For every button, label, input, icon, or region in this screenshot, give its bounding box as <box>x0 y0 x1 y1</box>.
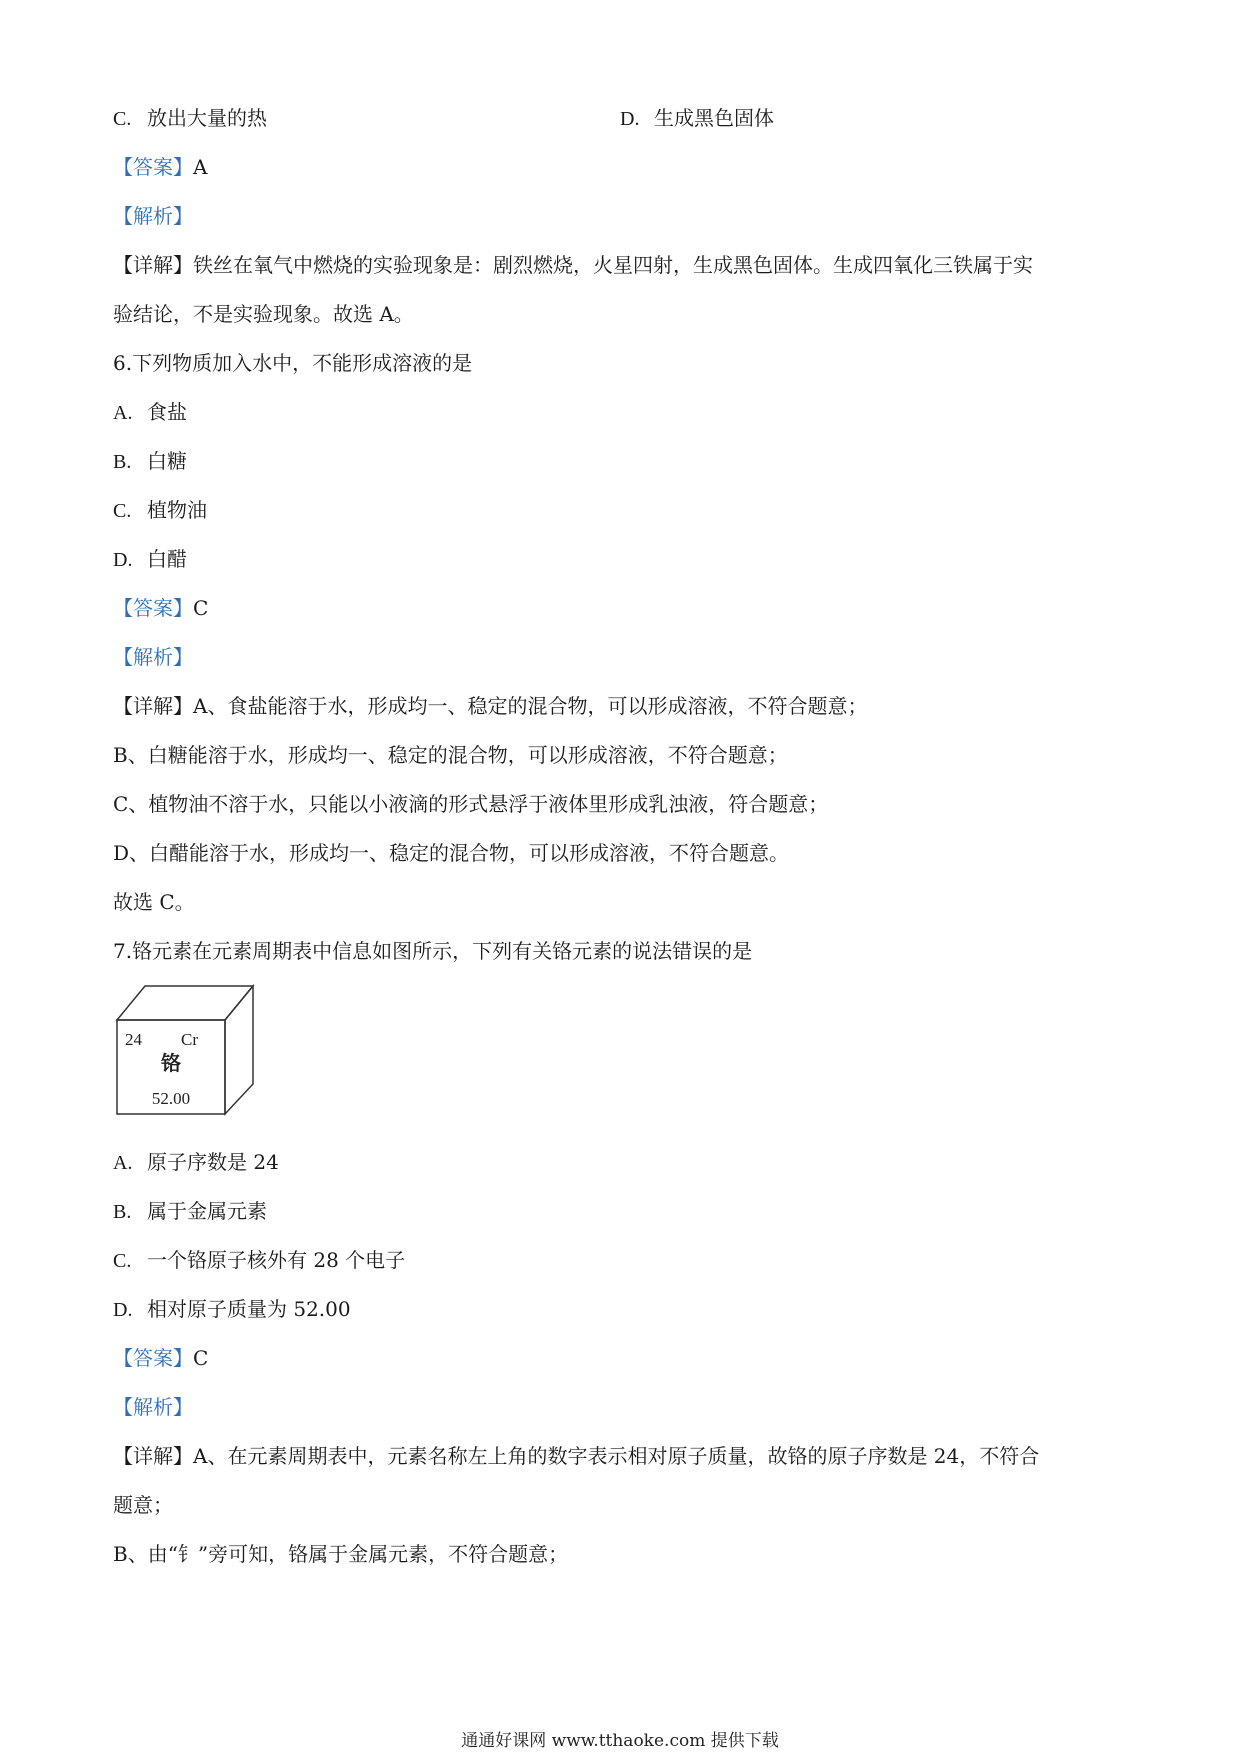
q5-detail-line-2: 验结论，不是实验现象。故选 A。 <box>113 302 414 326</box>
element-name: 铬 <box>161 1051 181 1075</box>
detail-text: 铁丝在氧气中燃烧的实验现象是：剧烈燃烧，火星四射，生成黑色固体。生成四氧化三铁属于实 <box>193 253 1033 277</box>
q5-option-d <box>620 104 774 133</box>
element-atomic-number: 24 <box>125 1030 142 1049</box>
q7-stem: 7.铬元素在元素周期表中信息如图所示，下列有关铬元素的说法错误的是 <box>113 939 753 963</box>
element-atomic-mass: 52.00 <box>151 1089 191 1108</box>
q6-answer <box>113 594 208 622</box>
option-text: 植物油 <box>147 498 207 522</box>
cube-side-face <box>225 986 253 1114</box>
q6-option-d <box>113 545 187 574</box>
detail-tag: 【详解】 <box>113 253 193 277</box>
option-letter: D. <box>113 549 133 571</box>
q7-detail-line-3: B、由“钅”旁可知，铬属于金属元素，不符合题意； <box>113 1542 569 1566</box>
page-footer: 通通好课网 www.tthaoke.com 提供下载 <box>461 1731 779 1751</box>
q6-option-a <box>113 398 187 427</box>
q5-option-c <box>113 104 267 133</box>
q7-answer <box>113 1344 208 1372</box>
element-symbol: Cr <box>181 1030 198 1049</box>
q6-detail-line-4: D、白醋能溶于水，形成均一、稳定的混合物，可以形成溶液，不符合题意。 <box>113 841 790 865</box>
option-text: 生成黑色固体 <box>654 106 774 130</box>
cube-top-face <box>117 986 253 1020</box>
q6-option-c <box>113 496 207 525</box>
q6-detail-line-1 <box>113 692 867 720</box>
option-text: 放出大量的热 <box>147 106 267 130</box>
answer-value: C <box>193 596 209 620</box>
q7-option-b <box>113 1197 267 1226</box>
option-letter: D. <box>113 1299 133 1321</box>
q7-analysis-tag: 【解析】 <box>113 1395 193 1419</box>
answer-value: C <box>193 1346 209 1370</box>
detail-tag: 【详解】 <box>113 694 193 718</box>
option-letter: C. <box>113 108 132 130</box>
option-letter: A. <box>113 1152 133 1174</box>
option-letter: B. <box>113 451 132 473</box>
answer-tag: 【答案】 <box>113 1346 193 1370</box>
q7-option-c <box>113 1246 405 1275</box>
option-letter: B. <box>113 1201 132 1223</box>
option-text: 相对原子质量为 52.00 <box>147 1297 351 1321</box>
element-card-figure <box>113 982 257 1118</box>
detail-text: A、食盐能溶于水，形成均一、稳定的混合物，可以形成溶液，不符合题意； <box>193 694 868 718</box>
q6-stem: 6.下列物质加入水中，不能形成溶液的是 <box>113 351 473 375</box>
answer-tag: 【答案】 <box>113 596 193 620</box>
option-text: 属于金属元素 <box>147 1199 267 1223</box>
q7-option-a <box>113 1148 279 1177</box>
option-letter: C. <box>113 1250 132 1272</box>
q7-option-d <box>113 1295 351 1324</box>
q7-detail-line-2: 题意； <box>113 1493 173 1517</box>
q7-detail-line-1 <box>113 1442 1039 1470</box>
answer-value: A <box>193 155 208 179</box>
option-text: 食盐 <box>147 400 187 424</box>
q6-detail-line-3: C、植物油不溶于水，只能以小液滴的形式悬浮于液体里形成乳浊液，符合题意； <box>113 792 829 816</box>
detail-tag: 【详解】 <box>113 1444 193 1468</box>
option-text: 白醋 <box>147 547 187 571</box>
option-letter: D. <box>620 108 640 130</box>
option-letter: A. <box>113 402 133 424</box>
option-text: 一个铬原子核外有 28 个电子 <box>147 1248 406 1272</box>
q6-analysis-tag: 【解析】 <box>113 645 193 669</box>
q5-analysis-tag: 【解析】 <box>113 204 193 228</box>
q6-detail-line-5: 故选 C。 <box>113 890 195 914</box>
q6-option-b <box>113 447 187 476</box>
option-text: 白糖 <box>147 449 187 473</box>
q6-detail-line-2: B、白糖能溶于水，形成均一、稳定的混合物，可以形成溶液，不符合题意； <box>113 743 788 767</box>
detail-text: A、在元素周期表中，元素名称左上角的数字表示相对原子质量，故铬的原子序数是 24，不符合 <box>193 1444 1040 1468</box>
q5-detail-line-1 <box>113 251 1033 279</box>
option-text: 原子序数是 24 <box>147 1150 279 1174</box>
answer-tag: 【答案】 <box>113 155 193 179</box>
q5-answer <box>113 153 207 181</box>
option-letter: C. <box>113 500 132 522</box>
